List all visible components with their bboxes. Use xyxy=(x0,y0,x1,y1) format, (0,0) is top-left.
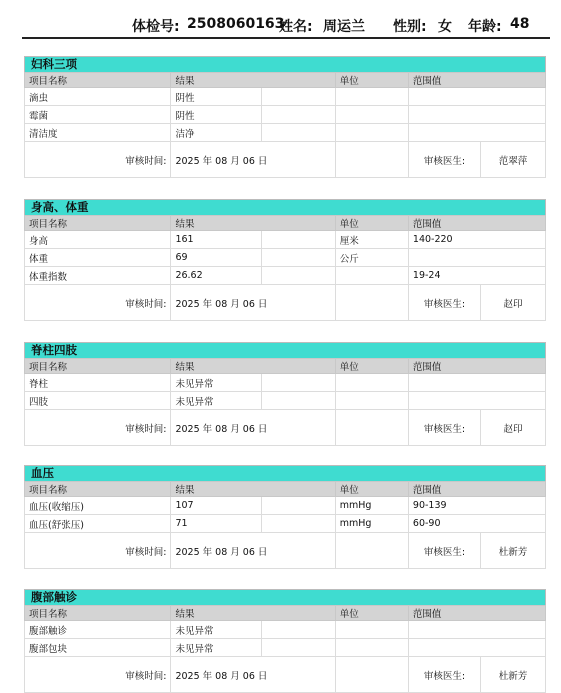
column-header-row xyxy=(25,359,546,374)
item-name-cell: 腹部触诊 xyxy=(25,621,171,639)
column-header-row xyxy=(25,606,546,621)
col-header-range: 范围值 xyxy=(408,482,545,497)
table-row xyxy=(25,231,546,249)
unit-cell xyxy=(335,88,408,106)
result-cell: 阴性 xyxy=(171,88,262,106)
blank-cell xyxy=(262,639,335,657)
item-name-cell: 血压(收缩压) xyxy=(25,497,171,515)
review-time-label: 审核时间: xyxy=(25,657,171,693)
review-time-label: 审核时间: xyxy=(25,285,171,321)
col-header-result: 结果 xyxy=(171,606,335,621)
col-header-item: 项目名称 xyxy=(25,216,171,231)
range-cell: 60-90 xyxy=(408,515,545,533)
table-row xyxy=(25,515,546,533)
col-header-unit: 单位 xyxy=(335,216,408,231)
exam-id-label: 体检号: xyxy=(132,19,180,35)
section-title: 血压 xyxy=(24,465,546,481)
review-row xyxy=(25,285,546,321)
unit-cell: mmHg xyxy=(335,515,408,533)
blank-cell xyxy=(262,621,335,639)
table-row xyxy=(25,88,546,106)
blank-cell xyxy=(262,249,335,267)
age-label: 年龄: xyxy=(468,19,502,35)
result-cell: 107 xyxy=(171,497,262,515)
col-header-result: 结果 xyxy=(171,216,335,231)
review-time-label: 审核时间: xyxy=(25,142,171,178)
gender-label: 性别: xyxy=(393,19,427,35)
col-header-result: 结果 xyxy=(171,359,335,374)
column-header-row xyxy=(25,216,546,231)
col-header-unit: 单位 xyxy=(335,606,408,621)
col-header-unit: 单位 xyxy=(335,482,408,497)
section-title: 脊柱四肢 xyxy=(24,342,546,358)
review-doctor-name: 赵印 xyxy=(481,410,546,446)
blank-cell xyxy=(262,374,335,392)
col-header-range: 范围值 xyxy=(408,73,545,88)
unit-cell xyxy=(335,621,408,639)
review-spacer xyxy=(335,285,408,321)
range-cell xyxy=(408,392,545,410)
result-table xyxy=(24,481,546,569)
patient-header xyxy=(0,0,561,36)
exam-id-value: 2508060163 xyxy=(187,16,285,32)
review-date: 2025 年 08 月 06 日 xyxy=(171,410,335,446)
result-cell: 阴性 xyxy=(171,106,262,124)
review-spacer xyxy=(335,657,408,693)
item-name-cell: 脊柱 xyxy=(25,374,171,392)
column-header-row xyxy=(25,482,546,497)
review-doctor-name: 范翠萍 xyxy=(481,142,546,178)
review-date: 2025 年 08 月 06 日 xyxy=(171,142,335,178)
col-header-item: 项目名称 xyxy=(25,606,171,621)
result-cell: 未见异常 xyxy=(171,374,262,392)
review-date: 2025 年 08 月 06 日 xyxy=(171,285,335,321)
review-spacer xyxy=(335,142,408,178)
range-cell: 90-139 xyxy=(408,497,545,515)
review-date: 2025 年 08 月 06 日 xyxy=(171,657,335,693)
age-value: 48 xyxy=(510,16,530,32)
name-label: 姓名: xyxy=(279,19,313,35)
range-cell xyxy=(408,249,545,267)
column-header-row xyxy=(25,73,546,88)
result-cell: 未见异常 xyxy=(171,639,262,657)
report-section xyxy=(24,199,546,321)
name-value: 周运兰 xyxy=(323,19,365,35)
review-row xyxy=(25,533,546,569)
table-row xyxy=(25,497,546,515)
unit-cell: 厘米 xyxy=(335,231,408,249)
range-cell: 140-220 xyxy=(408,231,545,249)
range-cell xyxy=(408,124,545,142)
blank-cell xyxy=(262,392,335,410)
blank-cell xyxy=(262,231,335,249)
range-cell xyxy=(408,621,545,639)
result-cell: 未见异常 xyxy=(171,621,262,639)
range-cell: 19-24 xyxy=(408,267,545,285)
unit-cell xyxy=(335,106,408,124)
item-name-cell: 霉菌 xyxy=(25,106,171,124)
unit-cell xyxy=(335,392,408,410)
range-cell xyxy=(408,106,545,124)
item-name-cell: 体重 xyxy=(25,249,171,267)
unit-cell xyxy=(335,374,408,392)
table-row xyxy=(25,267,546,285)
item-name-cell: 血压(舒张压) xyxy=(25,515,171,533)
review-doctor-label: 审核医生: xyxy=(408,533,480,569)
result-table xyxy=(24,605,546,693)
review-doctor-name: 赵印 xyxy=(481,285,546,321)
unit-cell xyxy=(335,124,408,142)
result-cell: 161 xyxy=(171,231,262,249)
blank-cell xyxy=(262,88,335,106)
table-row xyxy=(25,106,546,124)
section-title: 腹部触诊 xyxy=(24,589,546,605)
review-date: 2025 年 08 月 06 日 xyxy=(171,533,335,569)
gender-value: 女 xyxy=(438,19,452,35)
result-table xyxy=(24,215,546,321)
table-row xyxy=(25,249,546,267)
review-time-label: 审核时间: xyxy=(25,410,171,446)
unit-cell: mmHg xyxy=(335,497,408,515)
col-header-unit: 单位 xyxy=(335,73,408,88)
review-time-label: 审核时间: xyxy=(25,533,171,569)
item-name-cell: 滴虫 xyxy=(25,88,171,106)
section-title: 妇科三项 xyxy=(24,56,546,72)
blank-cell xyxy=(262,515,335,533)
range-cell xyxy=(408,88,545,106)
unit-cell xyxy=(335,639,408,657)
report-section xyxy=(24,589,546,693)
col-header-item: 项目名称 xyxy=(25,482,171,497)
range-cell xyxy=(408,639,545,657)
table-row xyxy=(25,392,546,410)
review-spacer xyxy=(335,533,408,569)
col-header-result: 结果 xyxy=(171,73,335,88)
report-section xyxy=(24,465,546,569)
item-name-cell: 腹部包块 xyxy=(25,639,171,657)
result-cell: 69 xyxy=(171,249,262,267)
blank-cell xyxy=(262,106,335,124)
section-title: 身高、体重 xyxy=(24,199,546,215)
result-cell: 未见异常 xyxy=(171,392,262,410)
col-header-unit: 单位 xyxy=(335,359,408,374)
review-doctor-name: 杜新芳 xyxy=(481,533,546,569)
item-name-cell: 体重指数 xyxy=(25,267,171,285)
header-divider xyxy=(22,37,550,39)
table-row xyxy=(25,621,546,639)
review-doctor-label: 审核医生: xyxy=(408,285,480,321)
item-name-cell: 身高 xyxy=(25,231,171,249)
report-section xyxy=(24,342,546,446)
review-doctor-label: 审核医生: xyxy=(408,657,480,693)
blank-cell xyxy=(262,497,335,515)
blank-cell xyxy=(262,124,335,142)
result-table xyxy=(24,358,546,446)
col-header-result: 结果 xyxy=(171,482,335,497)
review-doctor-label: 审核医生: xyxy=(408,142,480,178)
result-cell: 71 xyxy=(171,515,262,533)
col-header-item: 项目名称 xyxy=(25,73,171,88)
item-name-cell: 四肢 xyxy=(25,392,171,410)
review-row xyxy=(25,410,546,446)
table-row xyxy=(25,639,546,657)
review-doctor-label: 审核医生: xyxy=(408,410,480,446)
result-cell: 洁净 xyxy=(171,124,262,142)
col-header-item: 项目名称 xyxy=(25,359,171,374)
blank-cell xyxy=(262,267,335,285)
review-spacer xyxy=(335,410,408,446)
table-row xyxy=(25,374,546,392)
col-header-range: 范围值 xyxy=(408,216,545,231)
range-cell xyxy=(408,374,545,392)
result-cell: 26.62 xyxy=(171,267,262,285)
unit-cell: 公斤 xyxy=(335,249,408,267)
review-doctor-name: 杜新芳 xyxy=(481,657,546,693)
review-row xyxy=(25,657,546,693)
review-row xyxy=(25,142,546,178)
col-header-range: 范围值 xyxy=(408,606,545,621)
table-row xyxy=(25,124,546,142)
item-name-cell: 清洁度 xyxy=(25,124,171,142)
report-section xyxy=(24,56,546,178)
unit-cell xyxy=(335,267,408,285)
result-table xyxy=(24,72,546,178)
col-header-range: 范围值 xyxy=(408,359,545,374)
